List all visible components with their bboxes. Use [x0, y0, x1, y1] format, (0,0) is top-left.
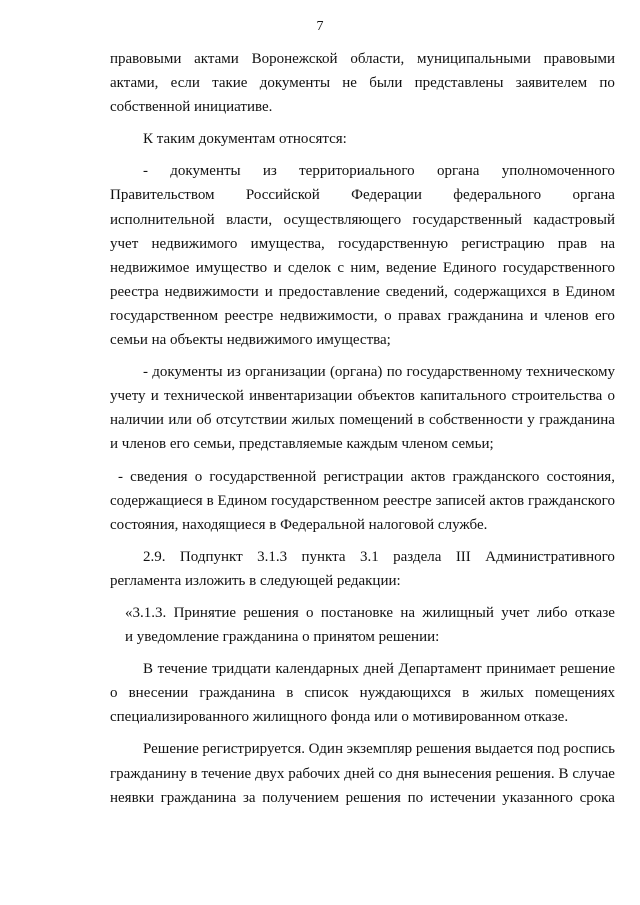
- page-number: 7: [316, 19, 324, 34]
- text-line: содержащиеся в Едином государственном реестре записей актов гражданского: [110, 492, 615, 509]
- text-line: состояния, находящиеся в Федеральной налоговой службе.: [110, 516, 488, 533]
- text-line: - документы из организации (органа) по государственному техническому: [143, 364, 615, 381]
- text-line: собственной инициативе.: [110, 99, 273, 116]
- text-line: специализированного жилищного фонда или о мотивированном отказе.: [110, 709, 569, 726]
- text-line: В течение тридцати календарных дней Департамент принимает решение: [143, 661, 615, 678]
- text-line: исполнительной власти, осуществляющего государственный кадастровый: [110, 211, 615, 228]
- text-line: о внесении гражданина в список нуждающихся в жилых помещениях: [110, 685, 615, 702]
- text-line: учету и технической инвентаризации объектов капитального строительства о: [110, 388, 615, 405]
- text-line: правовыми актами Воронежской области, муниципальными правовыми: [110, 51, 615, 67]
- text-line: наличии или об отсутствии жилых помещений в собственности у гражданина: [110, 412, 615, 429]
- text-line: К таким документам относятся:: [143, 131, 347, 148]
- text-line: учет недвижимого имущества, государственную регистрацию прав на: [110, 235, 615, 252]
- text-line: гражданину в течение двух рабочих дней со дня вынесения решения. В случае: [110, 765, 615, 782]
- text-line: Решение регистрируется. Один экземпляр решения выдается под роспись: [143, 741, 615, 758]
- text-line: и членов его семьи, представляемые каждым членом семьи;: [110, 436, 494, 453]
- document-body: [110, 47, 615, 810]
- text-line: 2.9. Подпункт 3.1.3 пункта 3.1 раздела III Административного: [143, 548, 615, 565]
- text-line: недвижимое имущество и сделок с ним, ведение Единого государственного: [110, 259, 615, 276]
- text-line: семьи на объекты недвижимого имущества;: [110, 332, 391, 349]
- text-line: реестра недвижимости и предоставление сведений, содержащихся в Едином: [110, 283, 615, 300]
- text-line: и уведомление гражданина о принятом решении:: [125, 629, 440, 646]
- text-line: «3.1.3. Принятие решения о постановке на жилищный учет либо отказе: [125, 604, 615, 621]
- text-line: - сведения о государственной регистрации актов гражданского состояния,: [118, 468, 615, 485]
- text-line: - документы из территориального органа уполномоченного: [143, 163, 615, 180]
- text-line: неявки гражданина за получением решения по истечении указанного срока: [110, 789, 615, 806]
- text-line: Правительством Российской Федерации федерального органа: [110, 187, 615, 204]
- text-line: актами, если такие документы не были представлены заявителем по: [110, 75, 615, 92]
- text-line: регламента изложить в следующей редакции:: [110, 572, 401, 589]
- text-line: государственном реестре недвижимости, о правах гражданина и членов его: [110, 307, 615, 324]
